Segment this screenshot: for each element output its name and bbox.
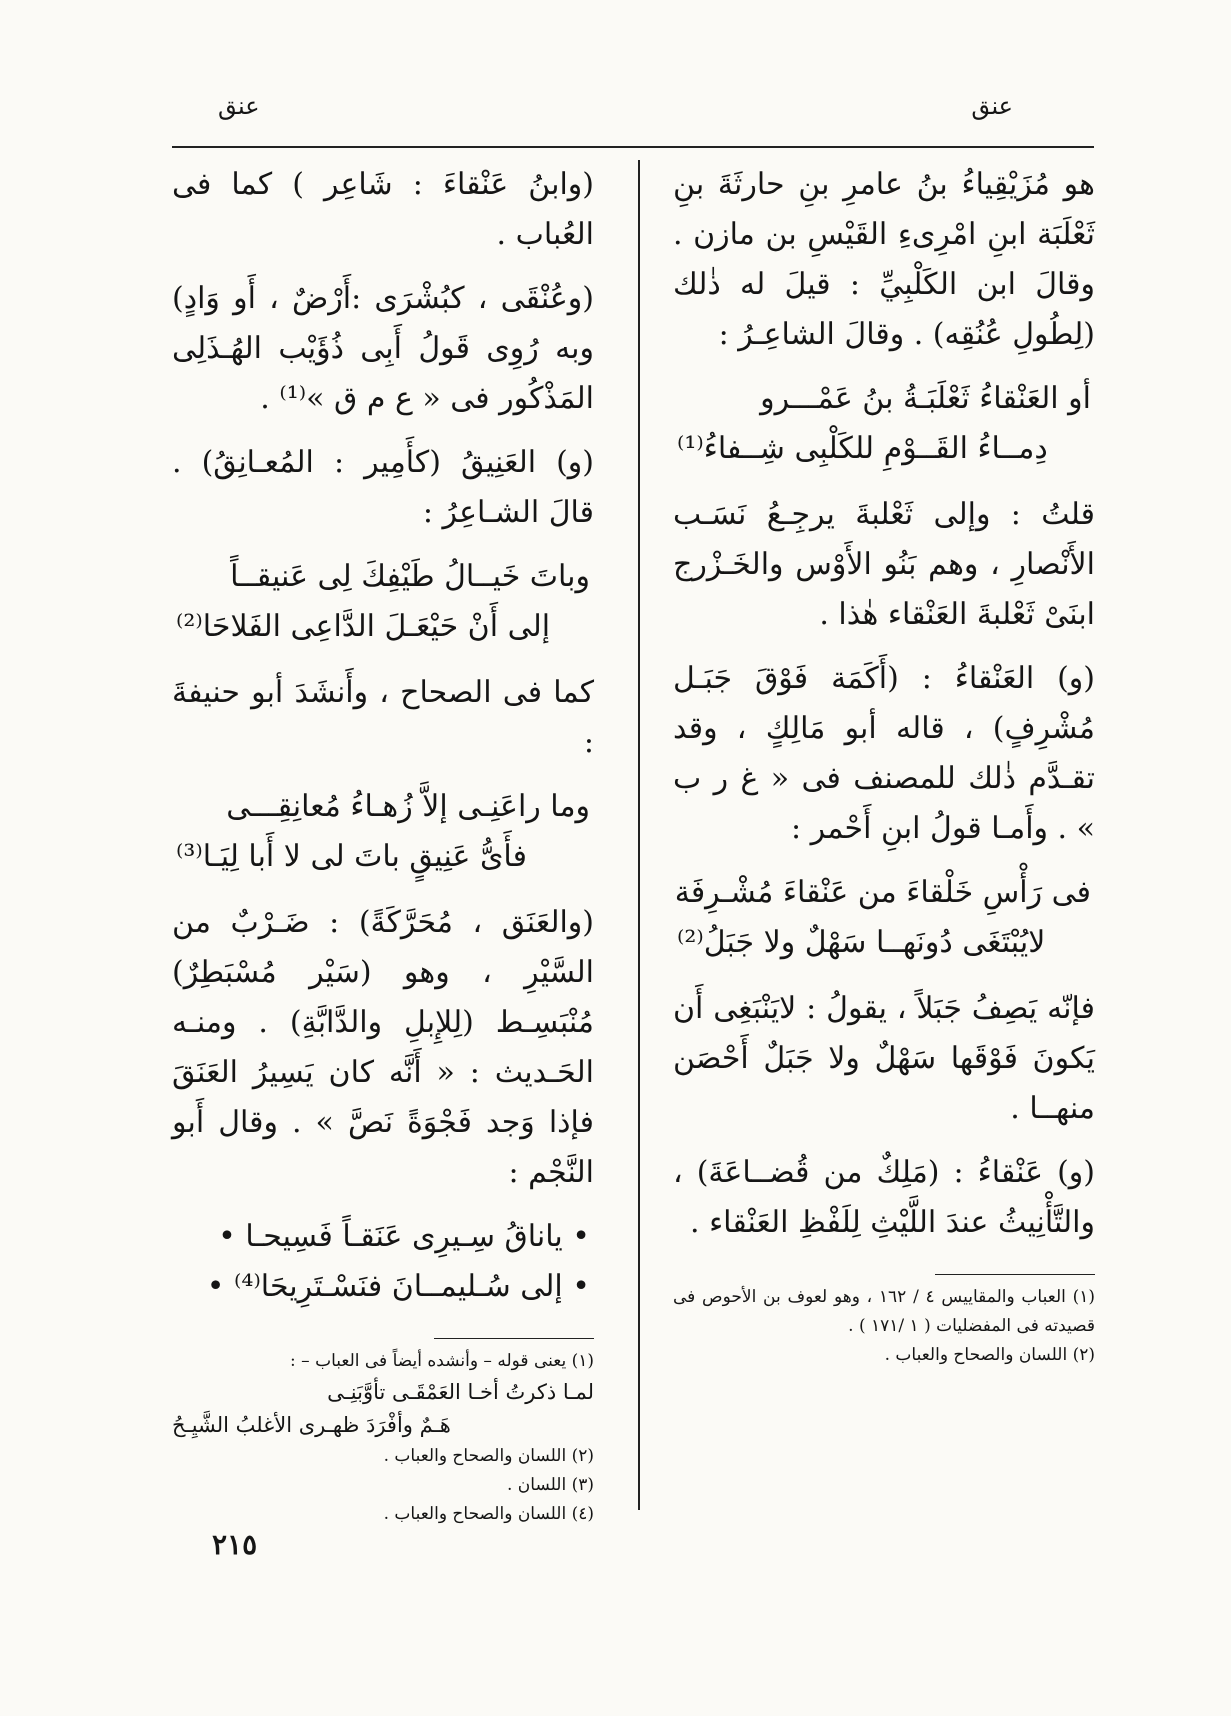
footnote: (١) العباب والمقاييس ٤ / ١٦٢ ، وهو لعوف بن الأحوص فى قصيدته فى المفضليات ( ١ /١٧١ ) . <box>673 1287 1095 1336</box>
column-divider <box>638 160 640 1510</box>
rajaz-line-2: • إلى سُـليمــانَ فنَسْـتَرِيحَا⁽⁴⁾ • <box>206 1269 590 1304</box>
footnote-verse-hemistich-1: لمـا ذكرتُ أخـا العَمْقَـى تأوَّبَنِـى <box>327 1380 594 1404</box>
footnote: (١) يعنى قوله – وأنشده أيضاً فى العباب – : <box>290 1351 594 1371</box>
verse <box>673 374 1095 474</box>
left-column <box>172 160 594 1529</box>
verse-hemistich-2: إلى أَنْ حَيْعَـلَ الدَّاعِى الفَلاحَا⁽²⁾ <box>176 609 551 644</box>
paragraph: (و) العَنْقاءُ : (أَكَمَة فَوْقَ جَبَـل مُشْرِفٍ) ، قاله أبو مَالِكٍ ، وقد تقـدَّم ذٰلك للمصنف فى « غ ر ب » . وأَمـا قولُ ابنِ أَحْمر : <box>673 661 1095 846</box>
verse-hemistich-1: فى رَأْسِ خَلْقاءَ من عَنْقاءَ مُشْـرِفَة <box>674 875 1091 910</box>
rajaz-line-1: • ياناقُ سِـيرِى عَنَقـاً فَسِيحـا • <box>218 1219 590 1254</box>
paragraph: (وعُنْقَى ، كبُشْرَى :أَرْضٌ ، أَو وَادٍ) وبه رُوِى قَولُ أَبِى ذُؤَيْب الهُـذَلِى المَذْكُور فى « ع م ق »⁽¹⁾ . <box>172 281 594 416</box>
footnote: (٣) اللسان . <box>507 1475 594 1495</box>
verse-hemistich-1: وما راعَنِـى إلاَّ زُهـاءُ مُعانِقِـــى <box>226 789 590 824</box>
running-head-left: عنق <box>218 92 260 120</box>
footnote-verse-hemistich-2: هَـمٌ وأفْرَدَ ظهـرى الأغلبُ الشَّيِـحُ <box>172 1413 451 1437</box>
header-rule <box>172 146 1094 148</box>
paragraph: (و) العَنِيقُ (كأَمِير : المُعـانِقُ) . قالَ الشـاعِرُ : <box>172 445 594 530</box>
verse-hemistich-1: وباتَ خَيــالُ طَيْفِكَ لِى عَنيقــاً <box>230 559 590 594</box>
verse <box>673 868 1095 968</box>
footnote-rule <box>935 1274 1095 1275</box>
paragraph: هو مُزَيْقِياءُ بنُ عامرِ بنِ حارثَةَ بنِ ثَعْلَبَة ابنِ امْرِىءِ القَيْسِ بن مازن . وقالَ ابن الكَلْبِيِّ : قيلَ له ذٰلك (لِطُولِ عُنُقِه) . وقالَ الشاعِـرُ : <box>673 167 1095 352</box>
right-column <box>673 160 1095 1370</box>
page-number: ٢١٥ <box>212 1528 258 1561</box>
footnote-rule <box>434 1338 594 1339</box>
verse-hemistich-2: دِمــاءُ القَــوْمِ للكَلْبِى شِــفاءُ⁽¹⁾ <box>677 431 1048 466</box>
running-head-right: عنق <box>971 92 1013 120</box>
verse <box>172 782 594 882</box>
paragraph: قلتُ : وإلى ثَعْلبةَ يرجِـعُ نَسَـب الأَنْصارِ ، وهم بَنُو الأَوْس والخَـزْرج ابنَىْ ثَعْلبةَ العَنْقاء هٰذا . <box>673 497 1095 632</box>
footnote: (٢) اللسان والصحاح والعباب . <box>383 1446 594 1466</box>
footnote: (٢) اللسان والصحاح والعباب . <box>884 1345 1095 1365</box>
rajaz-verse <box>172 1212 594 1312</box>
paragraph: (والعَنَق ، مُحَرَّكَةً) : ضَـرْبٌ من السَّيْرِ ، وهو (سَيْر مُسْبَطِرٌ) مُنْبَسِـط (لِلإِبلِ والدَّابَّةِ) . ومنـه الحَـديث : « أَنَّه كان يَسِيرُ العَنَقَ فإذا وَجد فَجْوَةً نَصَّ » . وقال أَبو النَّجْم : <box>172 905 594 1190</box>
footnote-verse <box>172 1376 594 1442</box>
verse <box>172 552 594 652</box>
paragraph: فإنّه يَصِفُ جَبَلاً ، يقولُ : لايَنْبَغِى أَن يَكونَ فَوْقَها سَهْلٌ ولا جَبَلٌ أَحْصَن منهــا . <box>673 991 1095 1126</box>
verse-hemistich-2: فأَىُّ عَنِيقٍ باتَ لى لا أَبا لِيَـا⁽³⁾ <box>176 839 527 874</box>
verse-hemistich-1: أو العَنْقاءُ ثَعْلَبَـةُ بنُ عَمْـــرو <box>760 381 1091 416</box>
paragraph: كما فى الصحاح ، وأَنشَدَ أبو حنيفةَ : <box>172 675 594 760</box>
paragraph: (و) عَنْقاءُ : (مَلِكٌ من قُضــاعَةَ) ، والتَّأْنِيثُ عندَ اللَّيْثِ لِلَفْظِ العَنْقاء . <box>673 1155 1095 1240</box>
footnote: (٤) اللسان والصحاح والعباب . <box>383 1504 594 1524</box>
paragraph: (وابنُ عَنْقاءَ : شَاعِر ) كما فى العُباب . <box>172 167 594 252</box>
verse-hemistich-2: لايُبْتَغَى دُونَهــا سَهْلٌ ولا جَبَلُ⁽²⁾ <box>677 925 1046 960</box>
